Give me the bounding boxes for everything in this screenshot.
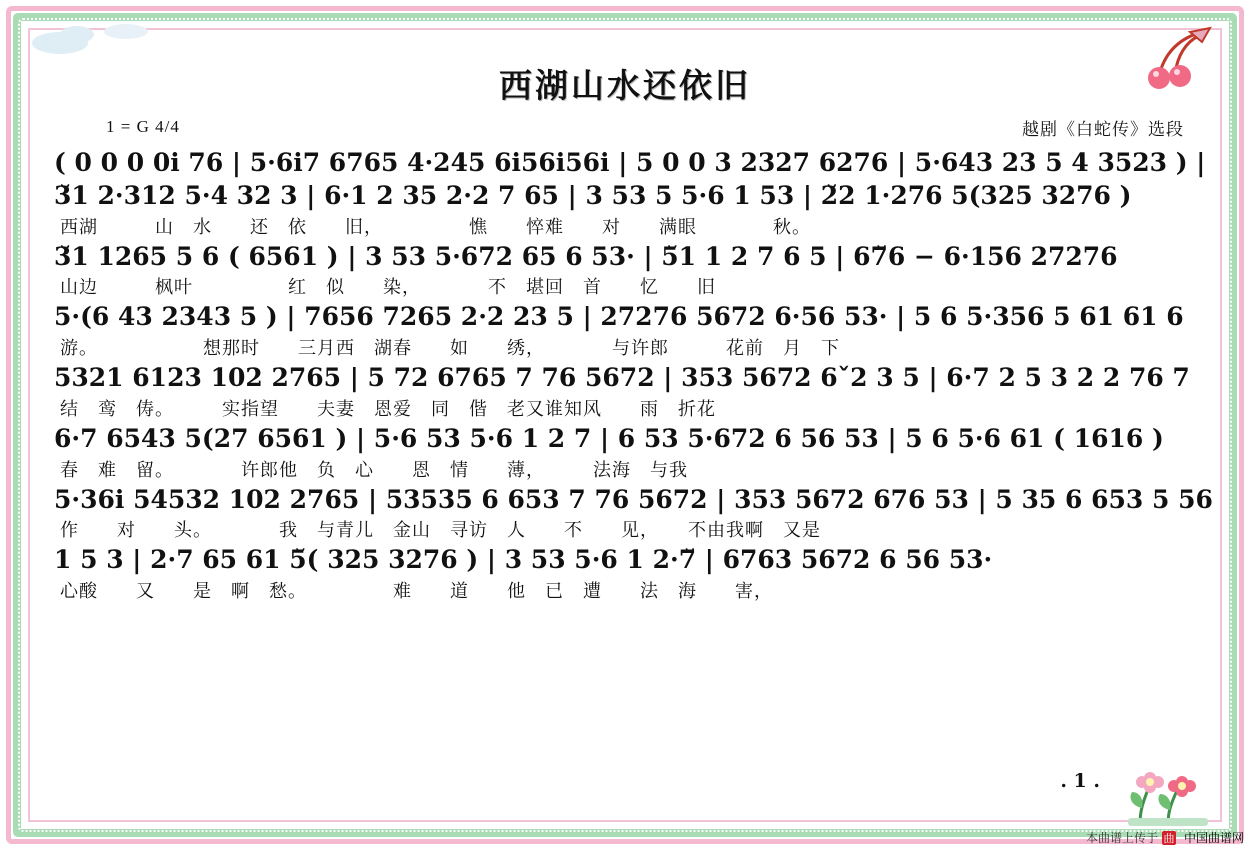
notation-line: 1 5 3 | 2·7 65 61 5̆( 325 3276 ) | 3 53 5·6 1 2·7̆ | 6763 5672 6 56 53· <box>54 545 993 575</box>
notation-line: 6·7 6543 5(27 6561 ) | 5·6 53 5·6 1 2 7 | 6 53 5·672 6 56 53 | 5 6 5·6 61 ( 1616 ) <box>54 423 1164 453</box>
score-system <box>54 148 1206 178</box>
cloud-decoration-icon <box>104 24 148 39</box>
lyrics-line: 作 对 头。 我 与青儿 金山 寻访 人 不 见， 不由我啊 又是 <box>60 520 821 542</box>
site-logo-icon <box>1162 830 1180 846</box>
notation-line: 3̆1 2·312 5·4 32 3 | 6·1 2 35 2·2 7 65 | 3 53 5 5·6 1 53 | 2̆2 1·276 5(325 3276 ) <box>54 180 1132 210</box>
key-signature: 1 = G 4/4 <box>106 117 180 136</box>
lyrics-line: 游。 想那时 三月西 湖春 如 绣， 与许郎 花前 月 下 <box>60 338 840 359</box>
music-score <box>40 148 1213 603</box>
lyrics-line: 春 难 留。 许郎他 负 心 恩 情 薄， 法海 与我 <box>60 459 688 481</box>
score-system <box>54 484 1213 543</box>
cloud-decoration-icon <box>60 26 94 43</box>
site-name: 中国曲谱网 <box>1183 831 1244 845</box>
meta-row <box>40 113 1210 143</box>
svg-text:曲: 曲 <box>1163 831 1175 845</box>
score-system <box>54 364 1196 421</box>
notation-line: 3̆1 1265 5 6 ( 6561 ) | 3 53 5·672 65 6 53· | 5̆1 1 2 7 6 5 | 67̆6 − 6·156 27276 <box>54 241 1118 271</box>
lyrics-line: 结 鸾 俦。 实指望 夫妻 恩爱 同 偕 老又谁知风 雨 折花 <box>60 398 716 420</box>
notation-line: 5·(6 43 2343 5 ) | 7656 7265 2·2 23 5 | 27276 5672 6·56 53· | 5 6 5·356 5 61 61 6 <box>54 302 1184 332</box>
document-content <box>40 44 1213 810</box>
credit-text: 本曲谱上传于 <box>1085 831 1158 845</box>
score-system <box>54 425 1196 482</box>
notation-line: 5321 6123 102 2765 | 5 72 6765 7 76 5672 | 353 5672 6ˇ2 3 5 | 6·7 2 5 3 2 2 76 7 <box>54 363 1190 392</box>
notation-line: 5·36i 54532 102 2765 | 53535 6 653 7 76 5672 | 353 5672 676 53 | 5 35 6 653 5 56 <box>54 484 1213 514</box>
page-number: . 1 . <box>1060 770 1100 792</box>
source-label: 越剧《白蛇传》选段 <box>1022 120 1184 140</box>
lyrics-line: 山边 枫叶 红 似 染， 不 堪回 首 忆 旧 <box>60 277 716 299</box>
page-title: 西湖山水还依旧 <box>499 66 751 105</box>
lyrics-line: 心酸 又 是 啊 愁。 难 道 他 已 遭 法 海 害， <box>60 581 773 602</box>
score-system <box>54 182 1196 239</box>
score-system <box>54 243 1196 300</box>
credit-row <box>1086 829 1244 846</box>
notation-line: ( 0 0 0 0i 76 | 5·6i7 6765 4·245 6i56i56i | 5 0 0 3 2327 6276 | 5·643 23 5 4 3523 ) | <box>54 148 1206 177</box>
score-system <box>54 303 1196 360</box>
lyrics-line: 西湖 山 水 还 依 旧， 憔 悴难 对 满眼 秋。 <box>60 216 811 238</box>
score-system <box>54 546 1196 603</box>
